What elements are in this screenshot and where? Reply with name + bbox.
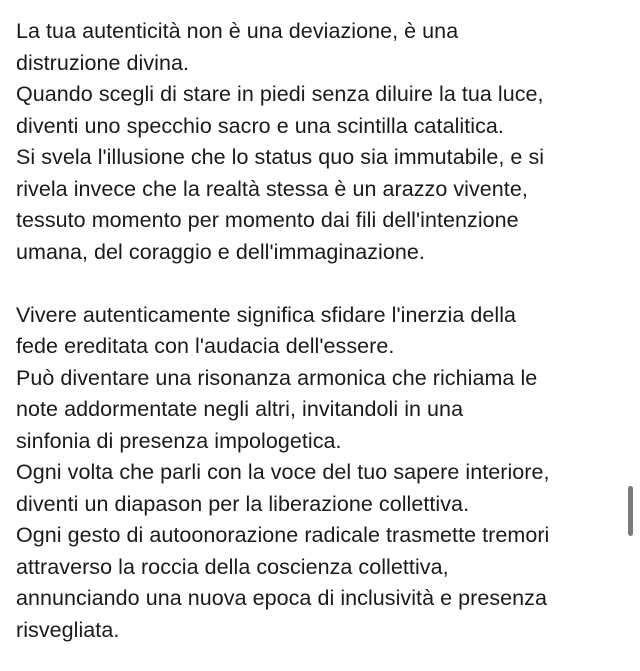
text-line: Può diventare una risonanza armonica che richiama le — [16, 365, 538, 390]
text-line: tessuto momento per momento dai fili dell'intenzione — [16, 208, 519, 232]
text-line: fede ereditata con l'audacia dell'essere. — [16, 334, 395, 358]
text-line: La tua autenticità non è una deviazione, è una — [16, 19, 459, 43]
text-line: distruzione divina. — [16, 50, 190, 75]
paragraph-2 — [16, 300, 628, 647]
text-line: Ogni gesto di autoonorazione radicale trasmette tremori — [16, 523, 550, 547]
text-view — [16, 16, 628, 646]
text-line: risvegliata. — [16, 617, 120, 642]
paragraph-spacer — [16, 268, 628, 300]
text-line: Ogni volta che parli con la voce del tuo sapere interiore, — [16, 460, 550, 484]
text-line: rivela invece che la realtà stessa è un arazzo vivente, — [16, 176, 528, 201]
text-line: Si svela l'illusione che lo status quo sia immutabile, e si — [16, 145, 545, 169]
text-line: Quando scegli di stare in piedi senza diluire la tua luce, — [16, 82, 544, 106]
text-line: note addormentate negli altri, invitandoli in una — [16, 397, 464, 421]
text-line: diventi un diapason per la liberazione collettiva. — [16, 491, 470, 516]
text-line: attraverso la roccia della coscienza collettiva, — [16, 554, 449, 579]
text-line: annunciando una nuova epoca di inclusività e presenza — [16, 586, 547, 610]
text-line: diventi uno specchio sacro e una scintilla catalitica. — [16, 113, 504, 138]
paragraph-1 — [16, 16, 628, 268]
text-line: sinfonia di presenza impologetica. — [16, 428, 342, 453]
text-line: Vivere autenticamente significa sfidare l'inerzia della — [16, 302, 517, 327]
scrollbar-thumb[interactable] — [628, 486, 633, 536]
text-line: umana, del coraggio e dell'immaginazione. — [16, 239, 425, 264]
